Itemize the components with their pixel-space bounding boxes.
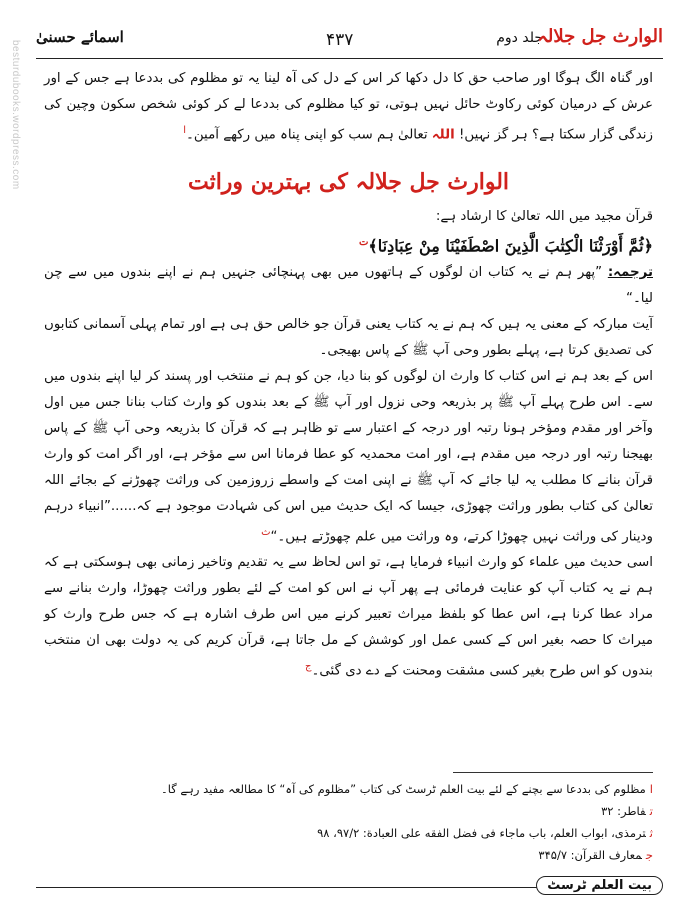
volume-label: جلد دوم	[496, 30, 543, 46]
footnote-ref-3: ث	[261, 526, 271, 538]
footnotes	[44, 778, 653, 866]
main-text	[44, 66, 653, 685]
page-footer	[36, 876, 663, 900]
watermark: besturdubooks.wordpress.com	[10, 40, 21, 190]
header-rule	[36, 58, 663, 59]
footnote-ref-2: ت	[358, 237, 369, 249]
footnote-3: ثترمذی، ابواب العلم، باب ماجاء فی فضل الفقه على العبادة: ۹۷/۲، ۹۸	[317, 826, 653, 840]
publisher-logo: بیت العلم ٹرسٹ	[536, 876, 663, 895]
translation	[44, 260, 653, 312]
translation-label: ترجمہ:	[607, 264, 653, 280]
page-number: ۴۳۷	[326, 30, 354, 50]
footnote-ref-1: ا	[183, 125, 186, 136]
paragraph-3: اس کے بعد ہم نے اس کتاب کا وارث ان لوگوں کو بنا دیا، جن کو ہم نے منتخب اور پسند کر لیا اپنے بندوں میں سے۔ اس طرح پہلے آپ ﷺ پر بذریعہ وحی نزول اور آپ ﷺ کے بعد بندوں کو وارث کتاب بنانا جس میں اول وآخر اور مقدم ومؤخر ہونا رتبہ اور درجہ کے اعتبار سے تو ظاہر ہے کہ قرآن کا بذریعہ وحی آپ ﷺ کے پاس بھیجنا رتبہ اور درجہ میں مقدم ہے، اور امت محمدیہ کو عطا فرمانا اس سے مؤخر ہے، اور اگر امت کو وارث قرآن بنانے کا مطلب یہ لیا جائے کہ آپ ﷺ نے اپنی امت کے واسطے زروزمین کی وراثت چھوڑنے کے بجائے اللہ تعالیٰ کی کتاب بطور وراثت چھوڑی، جیسا کہ ایک حدیث میں اس کی شہادت موجود ہے کہ......”انبیاء درہم ودینار کی وراثت نہیں چھوڑا کرتے، وہ وراثت میں علم چھوڑتے ہیں۔“$^ث$	[44, 368, 653, 545]
page-header	[36, 24, 663, 54]
footnote-rule	[453, 772, 653, 773]
translation-text: ”پھر ہم نے یہ کتاب ان لوگوں کے ہاتھوں میں بھی پہنچائی جنہیں ہم نے اپنے بندوں میں سے چن لیا۔“	[44, 264, 653, 306]
chapter-title: الوارث جل جلالہ	[537, 26, 663, 47]
quran-verse: ﴿ثُمَّ أَوْرَثْنَا الْكِتٰبَ الَّذِينَ اصْطَفَيْنَا مِنْ عِبَادِنَا﴾$^ت$	[358, 236, 653, 256]
footer-rule	[36, 887, 599, 888]
intro-line: قرآن مجید میں اللہ تعالیٰ کا ارشاد ہے:	[435, 209, 653, 225]
footnote-1: امظلوم کی بددعا سے بچنے کے لئے بیت العلم ٹرسٹ کی کتاب ”مظلوم کی آہ“ کا مطالعہ مفید رہے گا۔	[161, 782, 653, 796]
paragraph-4: اسی حدیث میں علماء کو وارث انبیاء فرمایا ہے، تو اس لحاظ سے یہ تقدیم وتاخیر زمانی بھی ہوسکتی ہے کہ ہم نے یہ کتاب آپ کو عنایت فرمائی ہے پھر آپ نے اس کو امت کے لئے بطور وراثت چھوڑا، وارث بنانے سے مراد عطا کرنا ہے، اس عطا کو بلفظ میراث تعبیر کرنے میں اس طرف اشارہ ہے کہ جس طرح وارث کو میراث کا حصہ بغیر اس کے کسی عمل اور کوشش کے مل جاتا ہے، قرآن کریم کی یہ دولت بھی ان منتخب بندوں کو اس طرح بغیر کسی مشقت ومحنت کے دے دی گئی۔$^ج$	[44, 555, 653, 679]
paragraph-1: اور گناہ الگ ہوگا اور صاحب حق کا دل دکھا کر اس کے دل کی آہ لینا یہ تو مظلوم کی بددعا ہے جس کے اور عرش کے درمیان کوئی رکاوٹ حائل نہیں ہوتی، تو کیا مظلوم کی بددعا لے کر کوئی شخص سکون وچین کی زندگی گزار سکتا ہے؟ ہر گز نہیں! اللہ تعالیٰ ہم سب کو اپنی پناہ میں رکھے آمین۔$^ا$	[44, 71, 653, 143]
footnote-4: جمعارف القرآن: ۳۴۵/۷	[538, 848, 653, 862]
footnote-ref-4: ج	[305, 661, 312, 673]
paragraph-2: آیت مبارکہ کے معنی یہ ہیں کہ ہم نے یہ کتاب یعنی قرآن جو خالص حق ہی ہے اور تمام پہلی آسمانی کتابوں کی تصدیق کرتا ہے، پہلے بطور وحی آپ ﷺ کے پاس بھیجی۔	[44, 316, 653, 358]
footnote-2: تفاطر: ۳۲	[601, 804, 653, 818]
section-heading: الوارث جل جلالہ کی بہترین وراثت	[187, 169, 510, 196]
book-title: اسمائے حسنیٰ	[36, 28, 124, 46]
allah-word: اللہ	[431, 127, 455, 143]
